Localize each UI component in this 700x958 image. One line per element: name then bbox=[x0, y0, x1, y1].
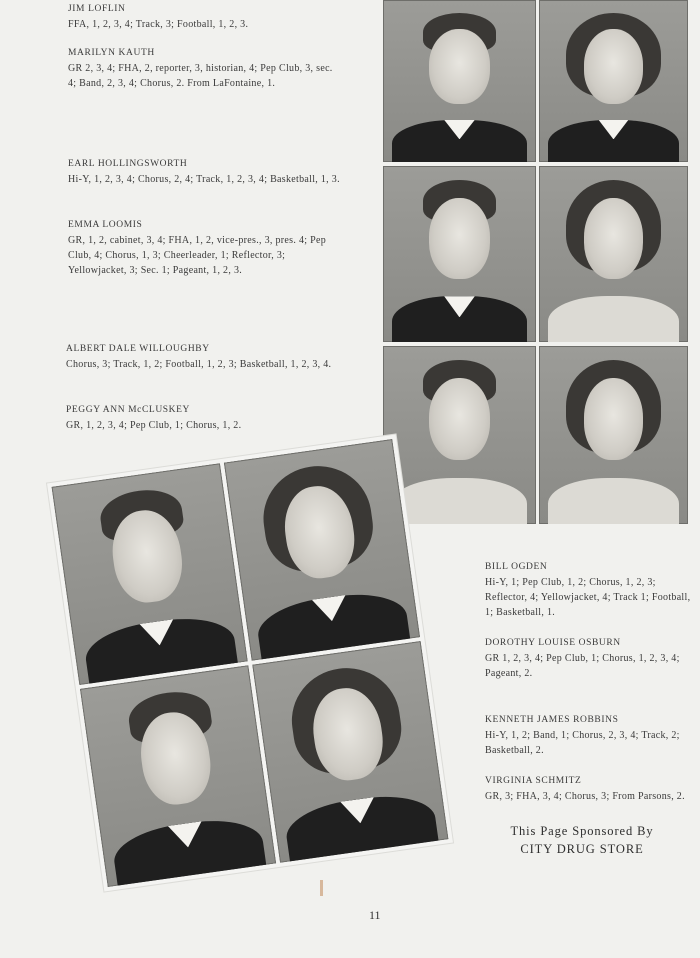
portrait-dorothy-osburn bbox=[224, 439, 420, 661]
student-name: PEGGY ANN McCLUSKEY bbox=[66, 405, 190, 415]
student-name: VIRGINIA SCHMITZ bbox=[485, 776, 582, 786]
entry-jim-loflin bbox=[68, 2, 368, 32]
paper-blemish bbox=[320, 880, 323, 896]
entry-kenneth-robbins bbox=[485, 713, 690, 758]
portrait-jim-loflin bbox=[383, 0, 536, 162]
entry-earl-hollingsworth bbox=[68, 157, 360, 187]
portrait-albert-willoughby bbox=[383, 346, 536, 524]
student-activities: GR, 1, 2, cabinet, 3, 4; FHA, 1, 2, vice-pres., 3, pres. 4; Pep Club, 4; Chorus, 1, 3; Cheerleader, 1; Reflector, 3; Yellowjacket, 3; Sec. 1; Pageant, 1, 2, 3. bbox=[68, 235, 327, 276]
student-activities: FFA, 1, 2, 3, 4; Track, 3; Football, 1, 2, 3. bbox=[68, 19, 249, 30]
student-activities: Hi-Y, 1, 2, 3, 4; Chorus, 2, 4; Track, 1, 2, 3, 4; Basketball, 1, 3. bbox=[68, 174, 340, 185]
portrait-emma-loomis bbox=[539, 166, 688, 342]
entry-marilyn-kauth bbox=[68, 46, 336, 91]
student-activities: GR 2, 3, 4; FHA, 2, reporter, 3, historian, 4; Pep Club, 3, sec. 4; Band, 2, 3, 4; Chorus, 2. From LaFontaine, 1. bbox=[68, 63, 333, 89]
portrait-earl-hollingsworth bbox=[383, 166, 536, 342]
student-activities: Chorus, 3; Track, 1, 2; Football, 1, 2, 3; Basketball, 1, 2, 3, 4. bbox=[66, 359, 332, 370]
student-name: EARL HOLLINGSWORTH bbox=[68, 159, 188, 169]
tilted-photo-group bbox=[47, 435, 453, 892]
entry-albert-willoughby bbox=[66, 342, 356, 372]
student-name: MARILYN KAUTH bbox=[68, 48, 155, 58]
sponsor-name: CITY DRUG STORE bbox=[520, 842, 644, 856]
portrait-marilyn-kauth bbox=[539, 0, 688, 162]
entry-emma-loomis bbox=[68, 218, 340, 278]
student-name: BILL OGDEN bbox=[485, 562, 548, 572]
sponsor-line: This Page Sponsored By bbox=[510, 824, 654, 838]
student-activities: Hi-Y, 1, 2; Band, 1; Chorus, 2, 3, 4; Track, 2; Basketball, 2. bbox=[485, 730, 680, 756]
student-activities: GR 1, 2, 3, 4; Pep Club, 1; Chorus, 1, 2, 3, 4; Pageant, 2. bbox=[485, 653, 680, 679]
portrait-virginia-schmitz bbox=[252, 641, 448, 863]
entry-dorothy-osburn bbox=[485, 636, 690, 681]
entry-virginia-schmitz bbox=[485, 774, 690, 804]
student-name: EMMA LOOMIS bbox=[68, 220, 143, 230]
student-activities: GR, 1, 2, 3, 4; Pep Club, 1; Chorus, 1, 2. bbox=[66, 420, 242, 431]
portrait-bill-ogden bbox=[52, 463, 248, 685]
portrait-peggy-mccluskey bbox=[539, 346, 688, 524]
page-number: 11 bbox=[369, 908, 381, 922]
student-name: ALBERT DALE WILLOUGHBY bbox=[66, 344, 210, 354]
student-activities: Hi-Y, 1; Pep Club, 1, 2; Chorus, 1, 2, 3; Reflector, 4; Yellowjacket, 4; Track 1; Football, 1; Basketball, 1. bbox=[485, 577, 691, 618]
entry-peggy-mccluskey bbox=[66, 403, 356, 433]
student-name: JIM LOFLIN bbox=[68, 4, 126, 14]
portrait-kenneth-robbins bbox=[80, 665, 276, 887]
entry-bill-ogden bbox=[485, 560, 695, 620]
sponsor-credit bbox=[482, 822, 682, 858]
student-name: KENNETH JAMES ROBBINS bbox=[485, 715, 619, 725]
student-activities: GR, 3; FHA, 3, 4; Chorus, 3; From Parsons, 2. bbox=[485, 791, 685, 802]
student-name: DOROTHY LOUISE OSBURN bbox=[485, 638, 621, 648]
